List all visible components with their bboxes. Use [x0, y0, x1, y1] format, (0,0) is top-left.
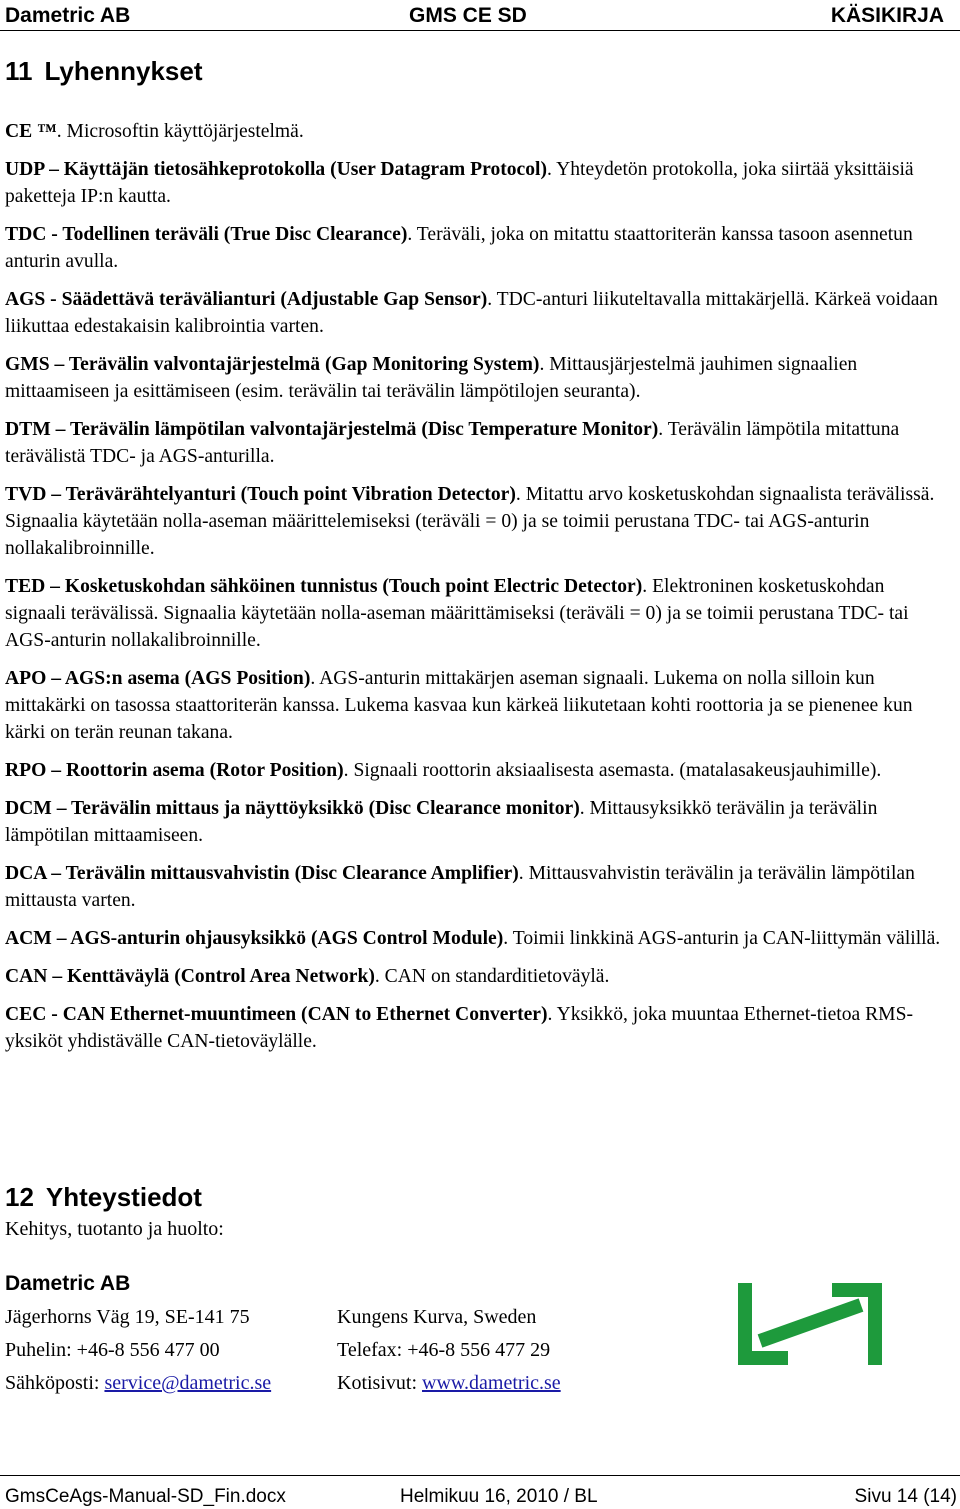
abbreviation-entry [5, 795, 950, 849]
abbreviation-entry [5, 963, 950, 990]
phone-line: Puhelin: +46-8 556 477 00 [5, 1339, 220, 1361]
abbreviation-description: . TDC-anturi liikuteltavalla mittakärjellä. Kärkeä voidaan liikuttaa edestakaisin kalibrointia varten. [5, 289, 938, 337]
abbreviation-entry [5, 925, 950, 952]
abbreviation-description: . Mittausvahvistin terävälin ja terävälin lämpötilan mittausta varten. [5, 863, 915, 911]
email-row [5, 1372, 271, 1395]
abbreviation-term: CEC - CAN Ethernet-muuntimeen (CAN to Ethernet Converter) [5, 1004, 548, 1025]
company-name: Dametric AB [5, 1272, 131, 1295]
abbreviation-term: DCM – Terävälin mittaus ja näyttöyksikkö (Disc Clearance monitor) [5, 798, 580, 819]
section-12-heading [5, 1182, 202, 1213]
abbreviation-term: ACM – AGS-anturin ohjausyksikkö (AGS Control Module) [5, 928, 504, 949]
abbreviation-entry [5, 286, 950, 340]
fax-line: Telefax: +46-8 556 477 29 [337, 1339, 551, 1361]
header-product: GMS CE SD [409, 4, 527, 27]
footer-date: Helmikuu 16, 2010 / BL [400, 1486, 598, 1507]
abbreviation-description: . Microsoftin käyttöjärjestelmä. [56, 121, 304, 142]
abbreviation-description: . Elektroninen kosketuskohdan signaali terävälissä. Signaalia käytetään nolla-aseman määrittämiseksi (teräväli = 0) ja se toimii perustana TDC- tai AGS-anturin nollakalibroinnille. [5, 576, 909, 651]
abbreviation-term: TVD – Terävärähtelyanturi (Touch point Vibration Detector) [5, 484, 516, 505]
abbreviation-term: UDP – Käyttäjän tietosähkeprotokolla (User Datagram Protocol) [5, 159, 548, 180]
web-label: Kotisivut: [337, 1372, 423, 1394]
abbreviation-term: DTM – Terävälin lämpötilan valvontajärjestelmä (Disc Temperature Monitor) [5, 419, 659, 440]
abbreviation-term: TED – Kosketuskohdan sähköinen tunnistus (Touch point Electric Detector) [5, 576, 643, 597]
section-number: 11 [5, 56, 33, 86]
dametric-logo-icon [738, 1283, 882, 1365]
abbreviation-term: CAN – Kenttäväylä (Control Area Network) [5, 966, 375, 987]
abbreviation-entry [5, 481, 950, 562]
web-row [337, 1372, 561, 1395]
abbreviation-description: . Yhteydetön protokolla, joka siirtää yksittäisiä paketteja IP:n kautta. [5, 159, 914, 207]
abbreviation-description: . Mittausjärjestelmä jauhimen signaalien mittaamiseen ja esittämiseen (esim. terävälin tai terävälin lämpötilojen seuranta). [5, 354, 858, 402]
abbreviation-term: TDC - Todellinen teräväli (True Disc Clearance) [5, 224, 408, 245]
abbreviation-description: . Mitattu arvo kosketuskohdan signaalista terävälissä. Signaalia käytetään nolla-aseman määrittelemiseksi (teräväli = 0) ja se toimii perustana TDC- tai AGS-anturin nollakalibroinnille. [5, 484, 935, 559]
abbreviation-term: CE ™ [5, 121, 57, 142]
page-header [0, 0, 960, 31]
email-label: Sähköposti: [5, 1372, 105, 1394]
abbreviation-description: . Teräväli, joka on mitattu staattoriterän kanssa tasoon asennetun anturin avulla. [5, 224, 913, 272]
abbreviation-term: DCA – Terävälin mittausvahvistin (Disc Clearance Amplifier) [5, 863, 519, 884]
abbreviation-term: AGS - Säädettävä terävälianturi (Adjustable Gap Sensor) [5, 289, 488, 310]
abbreviation-entry [5, 221, 950, 275]
abbreviation-entry [5, 351, 950, 405]
footer-page-number: Sivu 14 (14) [854, 1486, 957, 1507]
section-number: 12 [5, 1182, 34, 1212]
abbreviation-description: . Signaali roottorin aksiaalisesta asemasta. (matalasakeusjauhimille). [343, 760, 882, 781]
abbreviation-description: . Mittausyksikkö terävälin ja terävälin lämpötilan mittaamiseen. [5, 798, 878, 846]
abbreviation-entry [5, 573, 950, 654]
abbreviation-entry [5, 118, 950, 145]
page-footer [0, 1475, 960, 1509]
section-11-heading [5, 56, 202, 87]
abbreviation-entry [5, 860, 950, 914]
address-line: Jägerhorns Väg 19, SE-141 75 [5, 1306, 250, 1328]
footer-filename: GmsCeAgs-Manual-SD_Fin.docx [5, 1486, 286, 1507]
website-link[interactable]: www.dametric.se [422, 1372, 561, 1394]
abbreviation-entry [5, 757, 950, 784]
abbreviation-description: . CAN on standarditietoväylä. [374, 966, 610, 987]
abbreviation-list [5, 118, 950, 1066]
abbreviation-entry [5, 665, 950, 746]
abbreviation-description: . Terävälin lämpötila mitattuna terävälistä TDC- ja AGS-anturilla. [5, 419, 900, 467]
contact-intro: Kehitys, tuotanto ja huolto: [5, 1218, 224, 1240]
abbreviation-term: APO – AGS:n asema (AGS Position) [5, 668, 311, 689]
abbreviation-entry [5, 416, 950, 470]
abbreviation-entry [5, 156, 950, 210]
header-company: Dametric AB [5, 4, 131, 27]
abbreviation-term: GMS – Terävälin valvontajärjestelmä (Gap Monitoring System) [5, 354, 540, 375]
section-title: Yhteystiedot [45, 1182, 202, 1212]
header-doc-type: KÄSIKIRJA [830, 4, 944, 27]
abbreviation-description: . Toimii linkkinä AGS-anturin ja CAN-liittymän välillä. [503, 928, 941, 949]
abbreviation-description: . Yksikkö, joka muuntaa Ethernet-tietoa RMS-yksiköt yhdistävälle CAN-tietoväylälle. [5, 1004, 914, 1052]
abbreviation-description: . AGS-anturin mittakärjen aseman signaali. Lukema on nolla silloin kun mittakärki on tasossa staattoriterän kanssa. Lukema kasvaa kun kärkeä liikutetaan kohti roottoria ja se pienenee kun kärki on terän reunan takana. [5, 668, 913, 743]
section-title: Lyhennykset [44, 56, 203, 86]
email-link[interactable]: service@dametric.se [104, 1372, 272, 1394]
abbreviation-entry [5, 1001, 950, 1055]
dametric-logo [738, 1283, 882, 1365]
city-line: Kungens Kurva, Sweden [337, 1306, 537, 1328]
abbreviation-term: RPO – Roottorin asema (Rotor Position) [5, 760, 344, 781]
